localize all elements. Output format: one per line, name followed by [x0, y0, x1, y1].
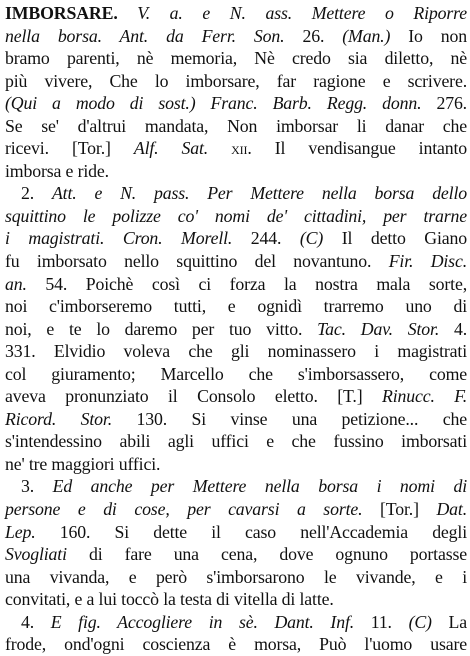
text-segment: (C) — [299, 228, 324, 249]
text-line — [5, 611, 467, 634]
text-line — [5, 227, 467, 250]
text-segment: imborsa e ride. — [5, 160, 109, 181]
text-line — [5, 273, 467, 296]
text-line — [5, 295, 467, 318]
text-line — [5, 588, 467, 611]
text-segment: Ed anche per Mettere nella borsa i nomi di — [52, 476, 467, 497]
text-line — [5, 25, 467, 48]
text-segment: 54. Poichè così ci forza la nostra mala sorte, — [26, 273, 467, 294]
dictionary-entry — [5, 2, 467, 656]
text-line — [5, 318, 467, 341]
text-line — [5, 160, 467, 183]
text-line — [5, 47, 467, 70]
text-segment: Tac. Dav. Stor. — [317, 318, 440, 339]
text-segment: V. a. e N. ass. Mettere o Riporre — [117, 3, 467, 23]
text-segment: di fare una cena, dove ognuno portasse — [66, 544, 467, 565]
text-segment: i magistrati. Cron. Morell. — [5, 228, 233, 249]
text-segment: convitati, e a lui toccò la testa di vitella di latte. — [5, 589, 334, 610]
text-line — [5, 182, 467, 205]
text-line — [5, 521, 467, 544]
text-segment: Ricord. Stor. — [5, 408, 112, 429]
text-line — [5, 430, 467, 453]
text-line — [5, 453, 467, 476]
text-line — [5, 115, 467, 138]
text-segment: squittino le polizze co' nomi de' cittadini, per trarne — [5, 205, 467, 226]
text-segment: Il detto Giano — [323, 228, 468, 249]
text-segment: an. — [5, 273, 27, 294]
text-segment: frode, ond'ogni coscienza è morsa, Può l'uomo usare — [5, 634, 467, 655]
text-line — [5, 363, 467, 386]
text-segment: persone e di cose, per cavarsi a sorte. — [5, 499, 363, 520]
text-segment: noi, e te lo daremo per tuo vitto. — [5, 318, 318, 339]
text-line — [5, 250, 467, 273]
text-segment: Svogliati — [5, 544, 67, 565]
text-segment: Se se' d'altrui mandata, Non imborsar li danar che — [5, 115, 467, 136]
text-segment: 3. — [21, 476, 53, 497]
text-segment: bramo parenti, nè memoria, Nè credo sia diletto, nè — [5, 48, 467, 69]
text-line — [5, 408, 467, 431]
text-segment: La — [431, 611, 467, 632]
text-segment: aveva pronunziato il Consolo eletto. [T.] — [5, 386, 382, 407]
text-line — [5, 566, 467, 589]
text-segment: (Qui a modo di sost.) Franc. Barb. Regg. donn. — [5, 93, 422, 114]
text-segment: xii. — [208, 138, 252, 159]
text-segment: s'intendessino abili agli uffici e che fussino imborsati — [5, 431, 467, 452]
text-segment: 2. — [21, 183, 52, 204]
text-segment: Fir. Disc. — [388, 251, 467, 272]
text-segment: 276. — [421, 93, 467, 114]
text-segment: [Tor.] — [362, 499, 437, 520]
text-segment: noi c'imborseremo tutti, e ognidì trarremo uno di — [5, 296, 467, 317]
text-segment: 26. — [284, 25, 343, 46]
text-line — [5, 385, 467, 408]
text-line — [5, 340, 467, 363]
text-line — [5, 205, 467, 228]
text-segment: col giuramento; Marcello che s'imborsassero, come — [5, 363, 467, 384]
text-segment: Att. e N. pass. Per Mettere nella borsa dello — [51, 183, 467, 204]
text-segment: 160. Si dette il caso nell'Accademia degli — [35, 521, 467, 542]
text-segment: ricevi. [Tor.] — [5, 138, 134, 159]
text-segment: Dat. — [436, 499, 467, 520]
text-segment: Alf. Sat. — [133, 138, 209, 159]
text-segment: Io non — [390, 25, 468, 46]
text-segment: 4. — [439, 318, 468, 339]
text-line — [5, 543, 467, 566]
text-segment: 331. Elvidio voleva che gli nominassero i magistrati — [5, 341, 467, 362]
text-segment: 130. Si vinse una petizione... che — [112, 408, 467, 429]
text-line — [5, 498, 467, 521]
text-segment: (C) — [408, 611, 432, 632]
text-line — [5, 475, 467, 498]
text-segment: Lep. — [5, 521, 36, 542]
text-line — [5, 137, 467, 160]
text-segment: 11. — [354, 611, 409, 632]
text-segment: 4. — [21, 611, 51, 632]
text-line — [5, 70, 467, 93]
text-segment: più vivere, Che lo imborsare, far ragione e scrivere. — [5, 70, 467, 91]
text-line — [5, 92, 467, 115]
text-segment: ne' tre maggiori uffici. — [5, 453, 161, 474]
text-segment: fu imborsato nello squittino del novantuno. — [5, 251, 389, 272]
text-segment: nella borsa. Ant. da Ferr. Son. — [5, 25, 285, 46]
text-segment: Il vendisangue intanto — [251, 138, 468, 159]
text-segment: Rinucc. F. — [382, 386, 467, 407]
text-line — [5, 2, 467, 25]
text-segment: (Man.) — [342, 25, 391, 46]
text-line — [5, 633, 467, 656]
text-segment: E fig. Accogliere in sè. Dant. Inf. — [50, 611, 355, 632]
text-segment: una vivanda, e però s'imborsarono le vivande, e i — [5, 566, 467, 587]
headword: IMBORSARE. — [5, 3, 118, 23]
text-segment: 244. — [232, 228, 300, 249]
